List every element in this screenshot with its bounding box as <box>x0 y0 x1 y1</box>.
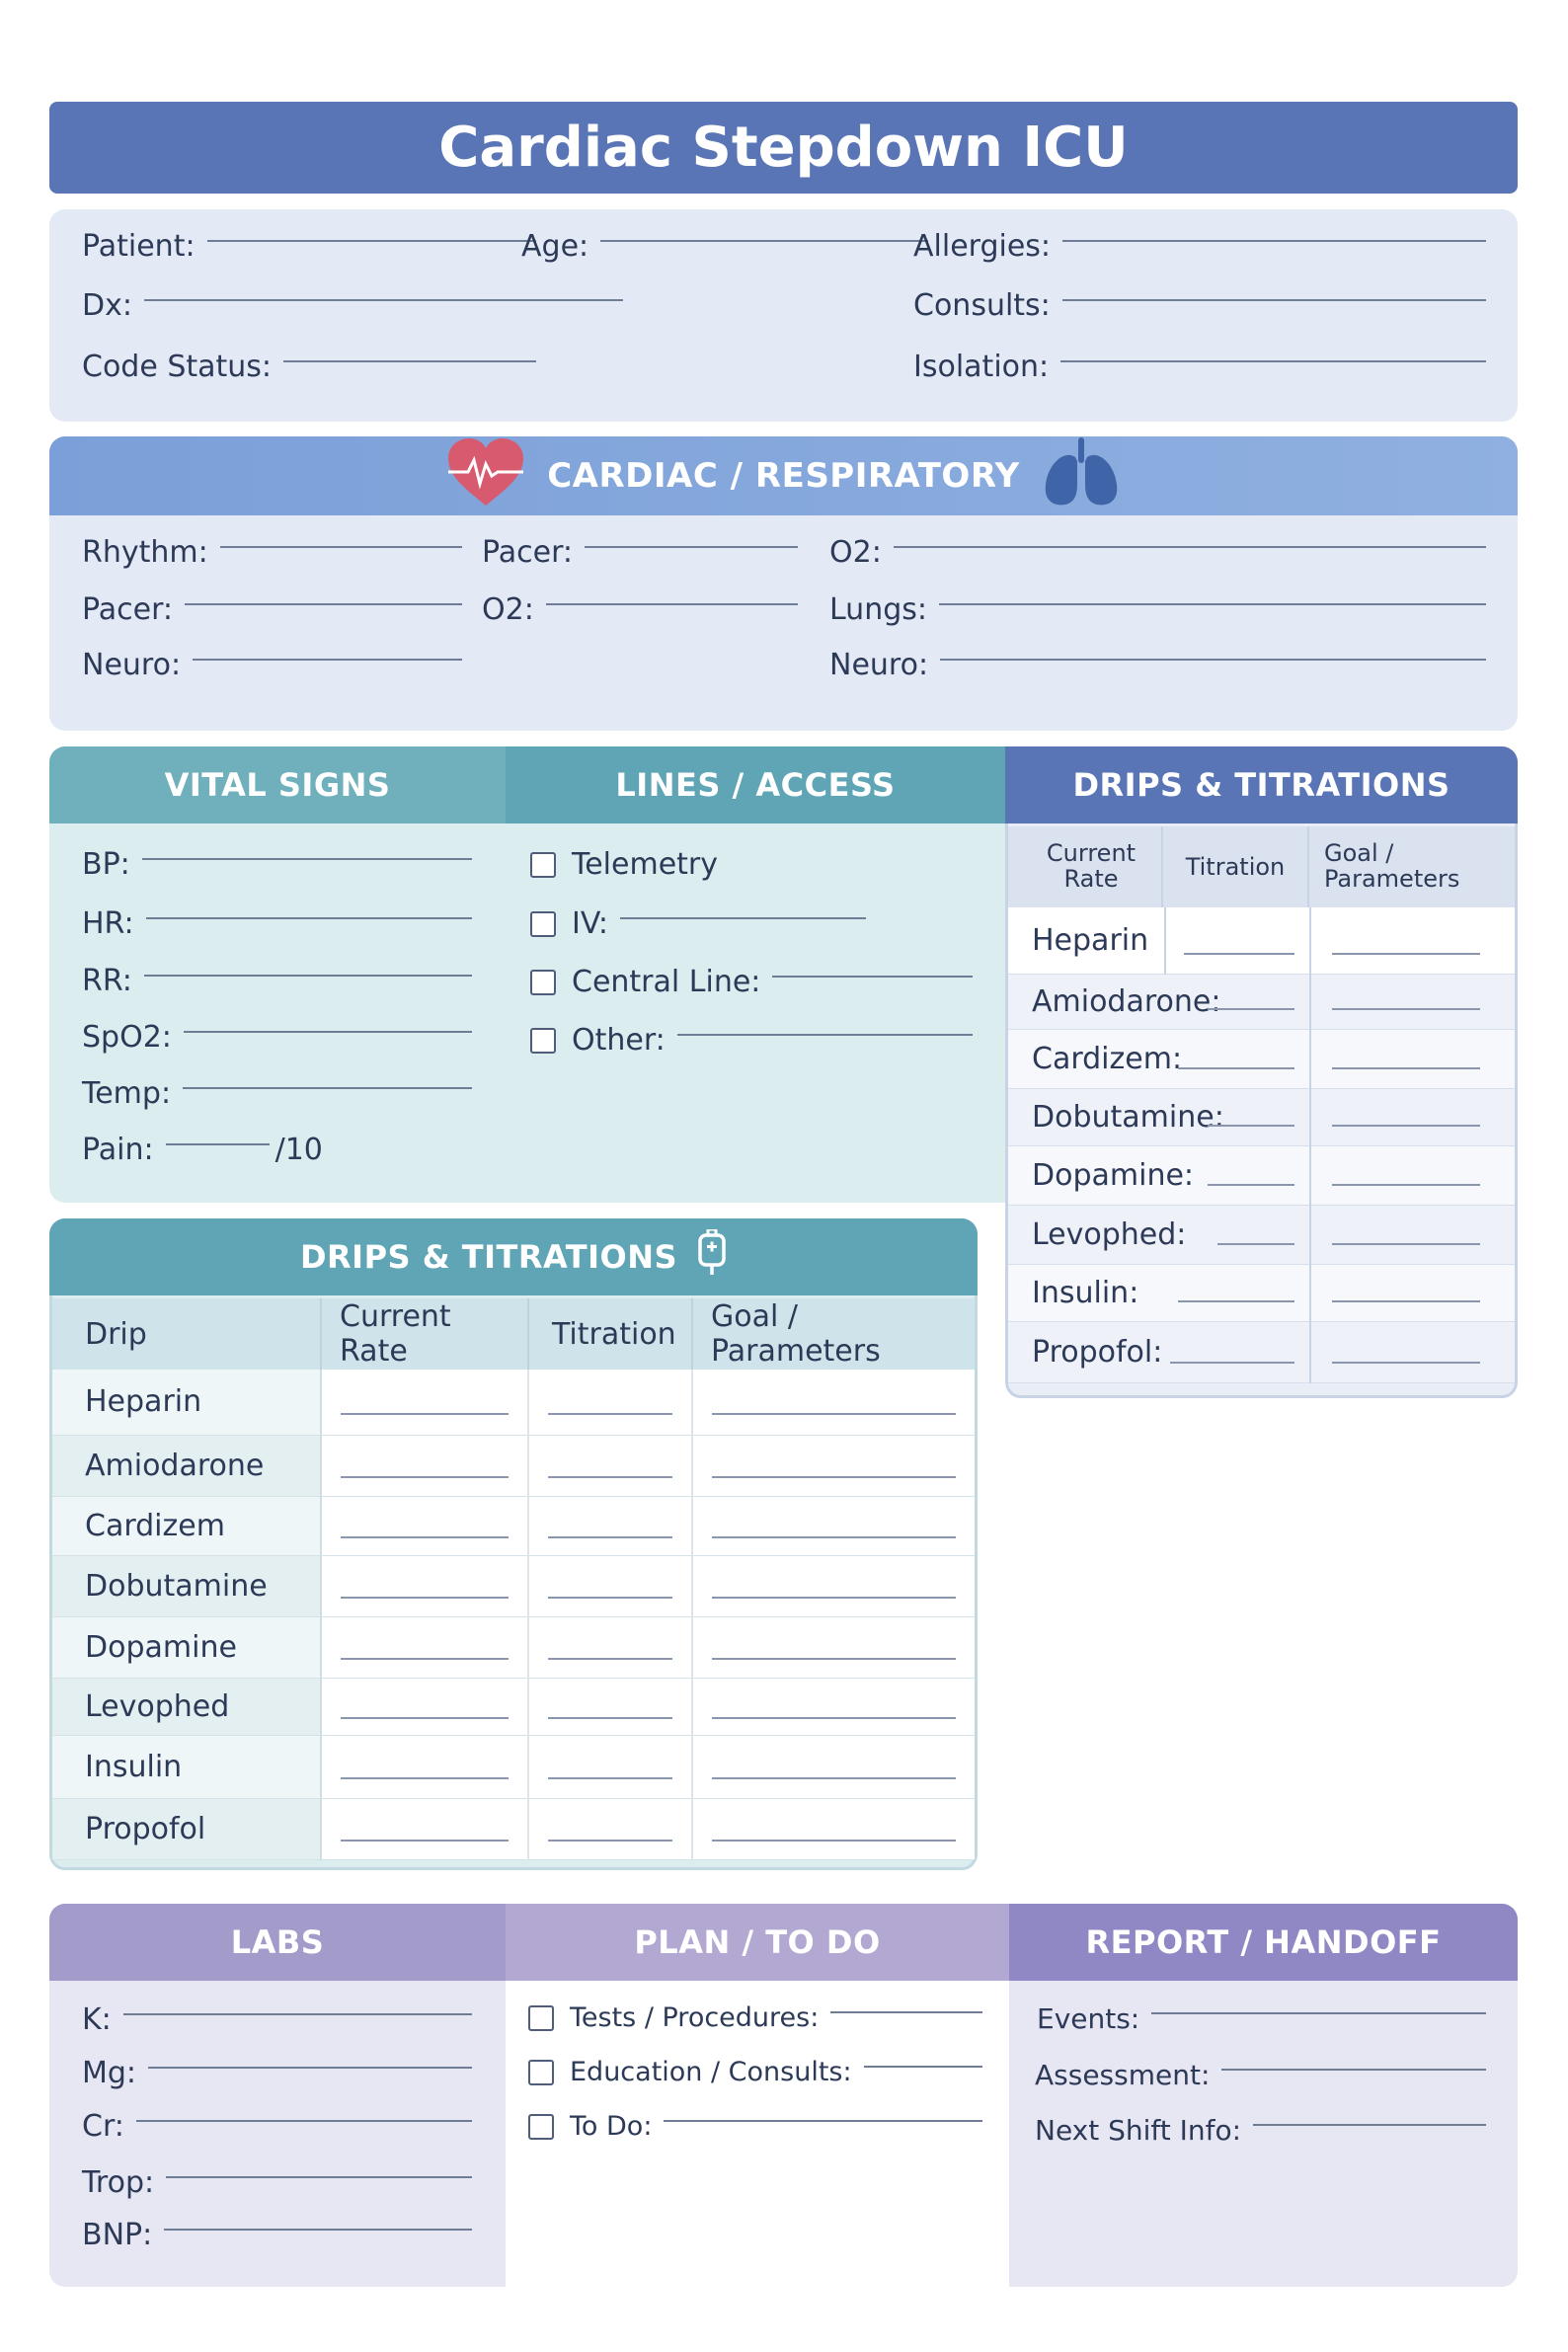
age-field[interactable] <box>521 229 928 264</box>
patient-input-line[interactable] <box>207 240 536 242</box>
drip-value-cell[interactable] <box>321 1678 528 1735</box>
next-shift-input-line[interactable] <box>1253 2124 1486 2126</box>
spo2-field[interactable] <box>82 1020 472 1055</box>
drip-input-line[interactable] <box>341 1717 509 1719</box>
drip-input-line[interactable] <box>548 1476 672 1478</box>
temp-input-line[interactable] <box>183 1087 472 1089</box>
tests-input-line[interactable] <box>830 2011 982 2013</box>
other-option[interactable] <box>530 1023 973 1058</box>
table-row <box>52 1435 975 1496</box>
neuro-field-2[interactable] <box>829 648 1486 682</box>
drip-name-cell: Propofol <box>52 1798 321 1859</box>
age-label: Age: <box>521 229 589 264</box>
table-row <box>52 1735 975 1798</box>
rhythm-label: Rhythm: <box>82 535 208 570</box>
drip-value-cell[interactable] <box>528 1735 692 1798</box>
current-rate-input-line[interactable] <box>1178 1300 1294 1302</box>
temp-field[interactable] <box>82 1076 472 1111</box>
todo-option[interactable] <box>528 2111 982 2142</box>
drips-compact-column-divider <box>1309 1322 1311 1383</box>
drip-value-cell[interactable] <box>528 1678 692 1735</box>
drip-value-cell[interactable] <box>528 1555 692 1616</box>
heart-icon <box>444 436 527 516</box>
drips-compact-row-label: Dopamine: <box>1032 1158 1195 1193</box>
patient-field[interactable] <box>82 229 536 264</box>
rr-field[interactable] <box>82 964 472 998</box>
central-line-input-line[interactable] <box>772 976 973 978</box>
assessment-label: Assessment: <box>1035 2059 1211 2091</box>
temp-label: Temp: <box>82 1076 172 1111</box>
drip-input-line[interactable] <box>712 1536 956 1538</box>
mg-field[interactable] <box>82 2056 472 2090</box>
other-label: Other: <box>572 1023 666 1058</box>
code-status-input-line[interactable] <box>283 360 536 362</box>
code-status-label: Code Status: <box>82 350 273 384</box>
neuro-input-line-1[interactable] <box>193 659 462 661</box>
rhythm-input-line[interactable] <box>220 546 462 548</box>
drip-input-line[interactable] <box>341 1476 509 1478</box>
current-rate-input-line[interactable] <box>1178 1067 1294 1069</box>
todo-checkbox[interactable] <box>528 2114 554 2140</box>
drip-input-line[interactable] <box>548 1717 672 1719</box>
isolation-field[interactable] <box>913 350 1486 384</box>
drip-input-line[interactable] <box>341 1658 509 1660</box>
o2-field-2[interactable] <box>482 592 798 627</box>
drip-value-cell[interactable] <box>692 1798 975 1859</box>
drip-input-line[interactable] <box>712 1597 956 1599</box>
todo-input-line[interactable] <box>664 2120 982 2122</box>
neuro-field-1[interactable] <box>82 648 462 682</box>
drip-value-cell[interactable] <box>692 1496 975 1555</box>
tests-label: Tests / Procedures: <box>570 2002 820 2033</box>
spo2-input-line[interactable] <box>184 1031 472 1033</box>
spo2-label: SpO2: <box>82 1020 172 1055</box>
drips-compact-row <box>1008 1322 1515 1383</box>
col-goal-header: Goal / Parameters <box>1324 839 1460 893</box>
assessment-field[interactable] <box>1035 2059 1486 2091</box>
current-rate-input-line[interactable] <box>1208 1008 1294 1010</box>
drips-compact-column-headers <box>1008 826 1515 907</box>
current-rate-input-line[interactable] <box>1217 1243 1294 1245</box>
trop-field[interactable] <box>82 2165 472 2200</box>
iv-input-line[interactable] <box>620 917 866 919</box>
drips-compact-row-label: Levophed: <box>1032 1217 1187 1252</box>
drips-compact-header: DRIPS & TITRATIONS <box>1005 746 1518 823</box>
drips-table-header-row <box>52 1298 975 1370</box>
assessment-input-line[interactable] <box>1221 2069 1486 2071</box>
consults-input-line[interactable] <box>1062 299 1486 301</box>
pain-input-line[interactable] <box>166 1143 270 1145</box>
drip-value-cell[interactable] <box>692 1678 975 1735</box>
drip-value-cell[interactable] <box>321 1616 528 1678</box>
drip-input-line[interactable] <box>712 1717 956 1719</box>
k-field[interactable] <box>82 2002 472 2037</box>
drip-value-cell[interactable] <box>692 1555 975 1616</box>
drips-titrations-table-section <box>49 1218 978 1870</box>
col-current-rate-header: Current Rate <box>1046 839 1137 893</box>
drip-input-line[interactable] <box>341 1777 509 1779</box>
drip-value-cell[interactable] <box>528 1435 692 1496</box>
cardiac-respiratory-header <box>49 436 1518 515</box>
pacer-input-line-2[interactable] <box>185 603 462 605</box>
lungs-field[interactable] <box>829 592 1486 627</box>
o2-label-1: O2: <box>829 535 882 570</box>
pacer-label-2: Pacer: <box>82 592 173 627</box>
drips-compact-row <box>1008 975 1515 1030</box>
goal-input-line[interactable] <box>1332 1125 1480 1127</box>
plan-header: PLAN / TO DO <box>506 1904 1009 1981</box>
drips-compact-column-divider <box>1309 1030 1311 1089</box>
drip-input-line[interactable] <box>548 1658 672 1660</box>
telemetry-option[interactable] <box>530 847 984 882</box>
current-rate-input-line[interactable] <box>1170 1362 1294 1364</box>
trop-label: Trop: <box>82 2165 155 2200</box>
events-input-line[interactable] <box>1151 2012 1486 2014</box>
vitals-lines-section <box>49 746 1005 1203</box>
drips-compact-column-divider <box>1309 907 1311 975</box>
table-row <box>52 1370 975 1435</box>
code-status-field[interactable] <box>82 350 536 384</box>
drip-value-cell[interactable] <box>528 1616 692 1678</box>
drip-input-line[interactable] <box>712 1413 956 1415</box>
drips-compact-row <box>1008 1265 1515 1322</box>
drips-compact-row-label: Cardizem: <box>1032 1042 1183 1076</box>
drips-compact-row <box>1008 1146 1515 1206</box>
mg-label: Mg: <box>82 2056 137 2090</box>
lines-access-header: LINES / ACCESS <box>506 746 1005 823</box>
drip-value-cell[interactable] <box>692 1616 975 1678</box>
drip-input-line[interactable] <box>548 1597 672 1599</box>
drips-compact-row <box>1008 1089 1515 1146</box>
dx-input-line[interactable] <box>144 299 623 301</box>
education-input-line[interactable] <box>864 2066 982 2068</box>
drip-input-line[interactable] <box>341 1536 509 1538</box>
goal-input-line[interactable] <box>1332 1300 1480 1302</box>
patient-info-section <box>49 209 1518 422</box>
drip-name-cell: Dopamine <box>52 1616 321 1678</box>
dx-field[interactable] <box>82 288 623 323</box>
drips-compact-row <box>1008 1030 1515 1089</box>
k-input-line[interactable] <box>123 2013 472 2015</box>
age-input-line[interactable] <box>600 240 928 242</box>
drip-input-line[interactable] <box>341 1597 509 1599</box>
cardiac-respiratory-title: CARDIAC / RESPIRATORY <box>547 456 1020 496</box>
vital-signs-header: VITAL SIGNS <box>49 746 506 823</box>
drips-compact-column-divider <box>1309 1206 1311 1265</box>
bnp-field[interactable] <box>82 2218 472 2252</box>
other-checkbox[interactable] <box>530 1028 556 1054</box>
lungs-input-line[interactable] <box>939 603 1486 605</box>
k-label: K: <box>82 2002 112 2037</box>
drips-compact-column-divider <box>1309 1146 1311 1206</box>
telemetry-checkbox[interactable] <box>530 852 556 878</box>
isolation-label: Isolation: <box>913 350 1050 384</box>
drip-value-cell[interactable] <box>321 1735 528 1798</box>
col-goal-header: Goal / Parameters <box>711 1299 881 1369</box>
o2-field-1[interactable] <box>829 535 1486 570</box>
allergies-input-line[interactable] <box>1062 240 1486 242</box>
drip-name-cell: Insulin <box>52 1735 321 1798</box>
drips-compact-row-label: Dobutamine: <box>1032 1100 1224 1135</box>
drip-input-line[interactable] <box>548 1413 672 1415</box>
goal-input-line[interactable] <box>1332 1067 1480 1069</box>
drip-value-cell[interactable] <box>692 1435 975 1496</box>
col-titration-header: Titration <box>528 1298 692 1370</box>
cr-input-line[interactable] <box>136 2120 472 2122</box>
cardiac-respiratory-section <box>49 436 1518 731</box>
drip-name-cell: Cardizem <box>52 1496 321 1555</box>
hr-input-line[interactable] <box>146 917 472 919</box>
drips-compact-row <box>1008 907 1515 975</box>
allergies-field[interactable] <box>913 229 1486 264</box>
trop-input-line[interactable] <box>166 2176 472 2178</box>
neuro-label-2: Neuro: <box>829 648 929 682</box>
cr-field[interactable] <box>82 2109 472 2144</box>
drip-value-cell[interactable] <box>528 1370 692 1435</box>
central-line-option[interactable] <box>530 965 973 999</box>
drip-value-cell[interactable] <box>321 1555 528 1616</box>
bp-label: BP: <box>82 847 130 882</box>
pacer-label-1: Pacer: <box>482 535 573 570</box>
drip-input-line[interactable] <box>341 1840 509 1842</box>
events-field[interactable] <box>1037 2002 1486 2035</box>
drip-input-line[interactable] <box>548 1840 672 1842</box>
next-shift-field[interactable] <box>1035 2114 1486 2147</box>
drip-value-cell[interactable] <box>528 1798 692 1859</box>
goal-input-line[interactable] <box>1332 1362 1480 1364</box>
consults-field[interactable] <box>913 288 1486 323</box>
dx-label: Dx: <box>82 288 132 323</box>
drip-input-line[interactable] <box>712 1476 956 1478</box>
central-line-label: Central Line: <box>572 965 761 999</box>
goal-input-line[interactable] <box>1332 1008 1480 1010</box>
labs-plan-report-section <box>49 1904 1518 2287</box>
iv-option[interactable] <box>530 906 866 941</box>
table-row <box>52 1678 975 1735</box>
drips-compact-row-label: Propofol: <box>1032 1335 1163 1370</box>
drip-input-line[interactable] <box>712 1777 956 1779</box>
drips-compact-row-label: Heparin <box>1032 923 1149 958</box>
hr-label: HR: <box>82 906 134 941</box>
pacer-field-1[interactable] <box>482 535 798 570</box>
pacer-input-line-1[interactable] <box>585 546 798 548</box>
bnp-label: BNP: <box>82 2218 153 2252</box>
drip-input-line[interactable] <box>548 1536 672 1538</box>
drip-value-cell[interactable] <box>321 1370 528 1435</box>
o2-input-line-2[interactable] <box>546 603 798 605</box>
drips-compact-column-divider <box>1309 1089 1311 1146</box>
consults-label: Consults: <box>913 288 1051 323</box>
table-row <box>52 1798 975 1859</box>
goal-input-line[interactable] <box>1332 1243 1480 1245</box>
col-titration-header: Titration <box>1161 826 1309 907</box>
isolation-input-line[interactable] <box>1060 360 1486 362</box>
lungs-icon <box>1040 436 1123 517</box>
tests-checkbox[interactable] <box>528 2005 554 2031</box>
drip-value-cell[interactable] <box>528 1496 692 1555</box>
drip-value-cell[interactable] <box>692 1735 975 1798</box>
current-rate-input-line[interactable] <box>1208 1184 1294 1186</box>
col-current-rate-header: Current Rate <box>321 1298 528 1370</box>
bp-input-line[interactable] <box>142 858 472 860</box>
neuro-label-1: Neuro: <box>82 648 182 682</box>
todo-label: To Do: <box>570 2111 653 2142</box>
drips-compact-row <box>1008 1206 1515 1265</box>
education-option[interactable] <box>528 2057 982 2087</box>
drips-compact-column-divider <box>1309 975 1311 1030</box>
rhythm-field[interactable] <box>82 535 462 570</box>
iv-checkbox[interactable] <box>530 911 556 937</box>
labs-header: LABS <box>49 1904 506 1981</box>
tests-option[interactable] <box>528 2002 982 2033</box>
table-row <box>52 1555 975 1616</box>
pacer-field-2[interactable] <box>82 592 462 627</box>
drip-name-cell: Amiodarone <box>52 1435 321 1496</box>
drip-name-cell: Levophed <box>52 1678 321 1735</box>
drips-titrations-compact <box>1005 746 1518 1398</box>
drips-compact-row-label: Insulin: <box>1032 1276 1139 1310</box>
drip-value-cell[interactable] <box>321 1798 528 1859</box>
events-label: Events: <box>1037 2002 1140 2035</box>
allergies-label: Allergies: <box>913 229 1052 264</box>
drips-compact-row-divider <box>1164 907 1166 975</box>
other-input-line[interactable] <box>677 1034 973 1036</box>
drip-input-line[interactable] <box>548 1777 672 1779</box>
drip-value-cell[interactable] <box>321 1496 528 1555</box>
drip-name-cell: Heparin <box>52 1370 321 1435</box>
cr-label: Cr: <box>82 2109 124 2144</box>
education-label: Education / Consults: <box>570 2057 852 2087</box>
drip-input-line[interactable] <box>341 1413 509 1415</box>
patient-label: Patient: <box>82 229 196 264</box>
hr-field[interactable] <box>82 906 472 941</box>
iv-bag-icon <box>697 1229 727 1285</box>
report-header: REPORT / HANDOFF <box>1009 1904 1518 1981</box>
o2-label-2: O2: <box>482 592 534 627</box>
mg-input-line[interactable] <box>148 2067 472 2069</box>
drip-name-cell: Dobutamine <box>52 1555 321 1616</box>
rr-input-line[interactable] <box>144 975 472 977</box>
education-checkbox[interactable] <box>528 2060 554 2085</box>
pain-field[interactable] <box>82 1133 339 1167</box>
table-row <box>52 1616 975 1678</box>
drip-value-cell[interactable] <box>321 1435 528 1496</box>
rr-label: RR: <box>82 964 132 998</box>
lungs-label: Lungs: <box>829 592 927 627</box>
pain-label: Pain: <box>82 1133 154 1167</box>
drips-compact-column-divider <box>1309 1265 1311 1322</box>
current-rate-input-line[interactable] <box>1208 1125 1294 1127</box>
drips-table <box>52 1298 975 1860</box>
table-row <box>52 1496 975 1555</box>
pain-scale-label: /10 <box>274 1133 323 1167</box>
page-title: Cardiac Stepdown ICU <box>49 102 1518 194</box>
central-line-checkbox[interactable] <box>530 970 556 995</box>
col-drip-header: Drip <box>52 1298 321 1370</box>
goal-input-line[interactable] <box>1332 953 1480 955</box>
bp-field[interactable] <box>82 847 472 882</box>
telemetry-label: Telemetry <box>572 847 719 882</box>
drips-table-body <box>52 1370 975 1859</box>
drip-input-line[interactable] <box>712 1658 956 1660</box>
drips-compact-row-label: Amiodarone: <box>1032 984 1221 1019</box>
drips-table-title: DRIPS & TITRATIONS <box>299 1238 678 1276</box>
next-shift-label: Next Shift Info: <box>1035 2114 1242 2147</box>
drip-value-cell[interactable] <box>692 1370 975 1435</box>
iv-label: IV: <box>572 906 609 941</box>
neuro-input-line-2[interactable] <box>940 659 1486 661</box>
goal-input-line[interactable] <box>1332 1184 1480 1186</box>
o2-input-line-1[interactable] <box>894 546 1486 548</box>
bnp-input-line[interactable] <box>164 2229 472 2231</box>
drips-table-header <box>49 1218 978 1295</box>
current-rate-input-line[interactable] <box>1184 953 1294 955</box>
drip-input-line[interactable] <box>712 1840 956 1842</box>
